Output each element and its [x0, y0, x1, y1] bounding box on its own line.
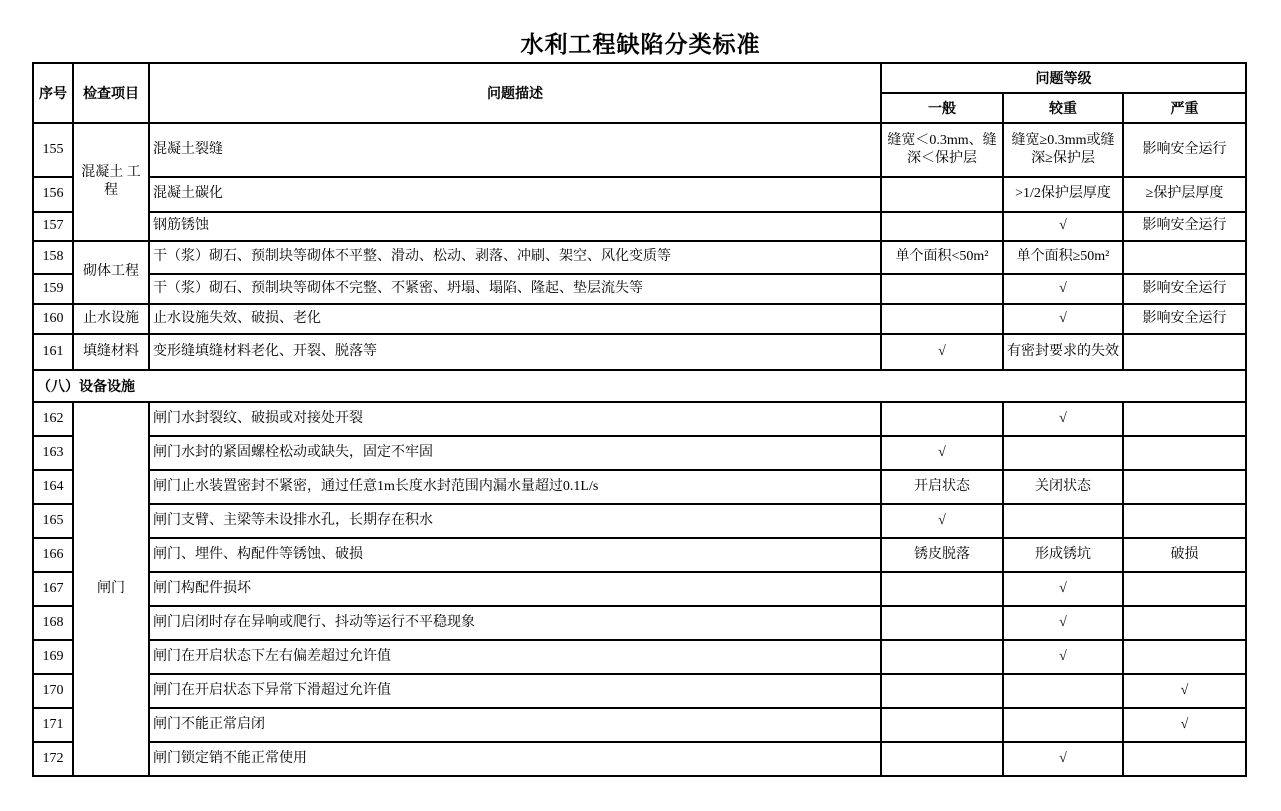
level-serious-text: 缝宽≥0.3mm或缝深≥保护层 [1011, 132, 1115, 166]
row-number [33, 538, 73, 572]
problem-desc [149, 640, 881, 674]
row-number-text: 164 [42, 478, 64, 494]
level-serious [1003, 538, 1123, 572]
row-number-text: 165 [42, 512, 64, 528]
problem-desc [149, 177, 881, 212]
level-general [881, 572, 1003, 606]
row-number-text: 156 [42, 186, 64, 202]
inspection-item-text: 砌体工程 [83, 264, 139, 280]
level-serious-text: √ [1059, 310, 1067, 326]
level-general [881, 304, 1003, 334]
level-general-text: 锈皮脱落 [914, 546, 970, 562]
level-serious [1003, 436, 1123, 470]
problem-desc [149, 538, 881, 572]
table-row [33, 123, 1246, 177]
problem-desc-text: 闸门、埋件、构配件等锈蚀、破损 [153, 546, 363, 562]
problem-desc-text: 闸门止水装置密封不紧密，通过任意1m长度水封范围内漏水量超过0.1L/s [153, 478, 599, 494]
level-general [881, 212, 1003, 241]
table-header [33, 63, 1246, 123]
level-general-text: 缝宽＜0.3mm、缝深＜保护层 [887, 132, 997, 166]
problem-desc [149, 304, 881, 334]
problem-desc-text: 变形缝填缝材料老化、开裂、脱落等 [153, 343, 377, 359]
level-serious-text: 关闭状态 [1035, 478, 1091, 494]
row-number [33, 177, 73, 212]
problem-desc [149, 504, 881, 538]
problem-desc [149, 274, 881, 304]
section-title-text: （八）设备设施 [37, 377, 135, 394]
level-serious-text: >1/2保护层厚度 [1015, 186, 1111, 202]
header-problem-desc: 问题描述 [149, 63, 881, 123]
level-general [881, 274, 1003, 304]
level-serious-text: 有密封要求的失效 [1007, 343, 1119, 359]
level-serious-text: √ [1059, 280, 1067, 296]
problem-desc-text: 止水设施失效、破损、老化 [153, 310, 321, 326]
level-serious [1003, 572, 1123, 606]
level-severe [1123, 334, 1246, 370]
table-row [33, 436, 1246, 470]
table-row [33, 742, 1246, 776]
row-number-text: 172 [42, 750, 64, 766]
level-severe [1123, 674, 1246, 708]
level-serious-text: 单个面积≥50m² [1016, 249, 1110, 265]
level-serious [1003, 334, 1123, 370]
problem-desc-text: 闸门不能正常启闭 [153, 716, 265, 732]
row-number [33, 742, 73, 776]
problem-desc [149, 742, 881, 776]
level-severe [1123, 470, 1246, 504]
level-general-text: 单个面积<50m² [895, 249, 989, 265]
inspection-item [73, 304, 149, 334]
level-general-text: √ [938, 343, 946, 359]
level-general-text: √ [938, 512, 946, 528]
problem-desc [149, 606, 881, 640]
problem-desc [149, 708, 881, 742]
level-serious [1003, 212, 1123, 241]
table-row [33, 304, 1246, 334]
row-number-text: 171 [42, 716, 64, 732]
level-severe-text: 破损 [1170, 546, 1199, 562]
inspection-item [73, 334, 149, 370]
level-serious [1003, 640, 1123, 674]
problem-desc-text: 闸门水封的紧固螺栓松动或缺失，固定不牢固 [153, 444, 433, 460]
level-general-text: 开启状态 [914, 478, 970, 494]
level-general [881, 334, 1003, 370]
level-severe [1123, 606, 1246, 640]
level-severe [1123, 640, 1246, 674]
table-row [33, 470, 1246, 504]
level-serious [1003, 274, 1123, 304]
row-number-text: 169 [42, 648, 64, 664]
level-severe [1123, 708, 1246, 742]
row-number [33, 504, 73, 538]
level-serious-text: 形成锈坑 [1035, 546, 1091, 562]
problem-desc-text: 干（浆）砌石、预制块等砌体不平整、滑动、松动、剥落、冲刷、架空、风化变质等 [153, 249, 671, 265]
level-serious [1003, 504, 1123, 538]
level-serious-text: √ [1059, 648, 1067, 664]
row-number-text: 167 [42, 580, 64, 596]
table-row [33, 674, 1246, 708]
level-serious [1003, 470, 1123, 504]
row-number [33, 606, 73, 640]
problem-desc-text: 闸门锁定销不能正常使用 [153, 750, 307, 766]
table-row [33, 212, 1246, 241]
row-number [33, 572, 73, 606]
table-row [33, 334, 1246, 370]
section-row [33, 370, 1246, 402]
level-general [881, 640, 1003, 674]
table-row [33, 606, 1246, 640]
row-number [33, 274, 73, 304]
header-problem-level: 问题等级 [881, 63, 1246, 93]
level-severe [1123, 274, 1246, 304]
row-number-text: 157 [42, 218, 64, 234]
level-severe-text: √ [1180, 716, 1189, 732]
defect-classification-table [32, 62, 1247, 777]
table-row [33, 708, 1246, 742]
level-general [881, 241, 1003, 274]
inspection-item-text: 止水设施 [83, 310, 139, 326]
problem-desc [149, 470, 881, 504]
level-serious [1003, 304, 1123, 334]
problem-desc-text: 闸门支臂、主梁等未设排水孔，长期存在积水 [153, 512, 433, 528]
level-general [881, 538, 1003, 572]
table-row [33, 402, 1246, 436]
table-row [33, 504, 1246, 538]
level-serious [1003, 241, 1123, 274]
level-general [881, 708, 1003, 742]
problem-desc-text: 闸门在开启状态下左右偏差超过允许值 [153, 648, 391, 664]
section-title [33, 370, 1246, 402]
table-body [33, 123, 1246, 776]
level-severe [1123, 572, 1246, 606]
inspection-item [73, 402, 149, 776]
level-severe-text: ≥保护层厚度 [1145, 186, 1224, 202]
level-severe-text: √ [1180, 682, 1189, 698]
level-general-text: √ [938, 444, 946, 460]
level-general [881, 504, 1003, 538]
level-severe [1123, 538, 1246, 572]
problem-desc-text: 干（浆）砌石、预制块等砌体不完整、不紧密、坍塌、塌陷、隆起、垫层流失等 [153, 280, 643, 296]
level-serious-text: √ [1059, 614, 1067, 630]
level-serious [1003, 402, 1123, 436]
table-row [33, 538, 1246, 572]
level-serious [1003, 177, 1123, 212]
row-number [33, 640, 73, 674]
level-serious [1003, 742, 1123, 776]
row-number-text: 166 [42, 546, 64, 562]
problem-desc [149, 402, 881, 436]
header-row-1 [33, 63, 1246, 93]
level-serious-text: √ [1059, 750, 1067, 766]
row-number [33, 123, 73, 177]
level-severe-text: 影响安全运行 [1142, 218, 1227, 234]
level-serious [1003, 708, 1123, 742]
row-number-text: 158 [42, 249, 64, 265]
row-number-text: 155 [42, 141, 64, 157]
level-general [881, 470, 1003, 504]
level-general [881, 436, 1003, 470]
inspection-item [73, 241, 149, 304]
row-number [33, 402, 73, 436]
level-severe-text: 影响安全运行 [1142, 280, 1227, 296]
problem-desc [149, 572, 881, 606]
level-severe [1123, 212, 1246, 241]
problem-desc [149, 436, 881, 470]
level-serious-text: √ [1059, 218, 1067, 234]
header-level-general: 一般 [881, 93, 1003, 123]
table-row [33, 640, 1246, 674]
row-number [33, 334, 73, 370]
level-serious [1003, 674, 1123, 708]
row-number-text: 160 [42, 310, 64, 326]
row-number-text: 168 [42, 614, 64, 630]
problem-desc [149, 674, 881, 708]
level-general [881, 177, 1003, 212]
header-level-severe: 严重 [1123, 93, 1246, 123]
row-number [33, 436, 73, 470]
problem-desc-text: 闸门构配件损坏 [153, 580, 251, 596]
level-general [881, 606, 1003, 640]
row-number-text: 170 [42, 682, 64, 698]
level-serious [1003, 123, 1123, 177]
inspection-item-text: 混凝土 工程 [81, 164, 141, 198]
row-number-text: 159 [42, 280, 64, 296]
level-severe [1123, 304, 1246, 334]
row-number [33, 470, 73, 504]
problem-desc-text: 混凝土裂缝 [153, 141, 223, 157]
level-severe-text: 影响安全运行 [1142, 310, 1227, 326]
row-number-text: 163 [42, 444, 64, 460]
row-number [33, 674, 73, 708]
page-title: 水利工程缺陷分类标准 [520, 31, 761, 57]
row-number-text: 161 [42, 343, 64, 359]
table-row [33, 241, 1246, 274]
inspection-item-text: 填缝材料 [83, 343, 139, 359]
level-serious [1003, 606, 1123, 640]
row-number-text: 162 [42, 410, 64, 426]
level-serious-text: √ [1059, 580, 1067, 596]
problem-desc [149, 241, 881, 274]
row-number [33, 304, 73, 334]
header-level-serious: 较重 [1003, 93, 1123, 123]
header-no: 序号 [33, 63, 73, 123]
problem-desc-text: 钢筋锈蚀 [153, 218, 209, 234]
header-inspection-item: 检查项目 [73, 63, 149, 123]
inspection-item-text: 闸门 [97, 580, 125, 596]
problem-desc-text: 混凝土碳化 [153, 186, 223, 202]
level-severe-text: 影响安全运行 [1142, 141, 1227, 157]
level-general [881, 123, 1003, 177]
table-row [33, 274, 1246, 304]
level-serious-text: √ [1059, 410, 1067, 426]
problem-desc-text: 闸门启闭时存在异响或爬行、抖动等运行不平稳现象 [153, 614, 475, 630]
table-row [33, 177, 1246, 212]
level-severe [1123, 123, 1246, 177]
problem-desc [149, 334, 881, 370]
level-severe [1123, 436, 1246, 470]
row-number [33, 241, 73, 274]
inspection-item [73, 123, 149, 241]
level-severe [1123, 241, 1246, 274]
problem-desc-text: 闸门水封裂纹、破损或对接处开裂 [153, 410, 363, 426]
level-severe [1123, 177, 1246, 212]
level-general [881, 674, 1003, 708]
level-severe [1123, 504, 1246, 538]
row-number [33, 212, 73, 241]
problem-desc [149, 212, 881, 241]
level-severe [1123, 402, 1246, 436]
problem-desc [149, 123, 881, 177]
row-number [33, 708, 73, 742]
level-general [881, 742, 1003, 776]
table-row [33, 572, 1246, 606]
level-general [881, 402, 1003, 436]
problem-desc-text: 闸门在开启状态下异常下滑超过允许值 [153, 682, 391, 698]
level-severe [1123, 742, 1246, 776]
